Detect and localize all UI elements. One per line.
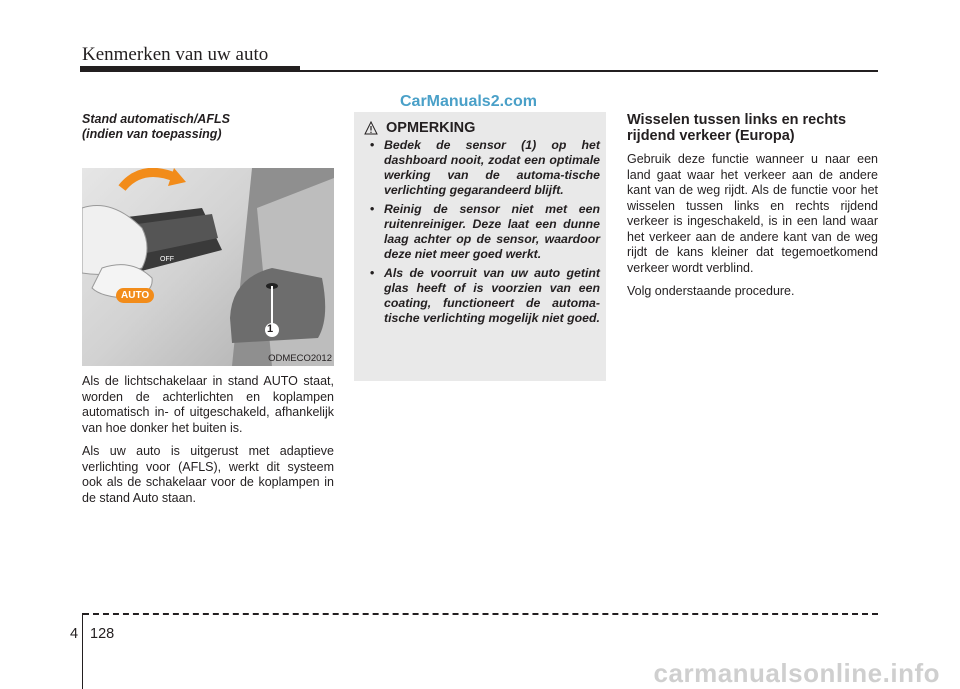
off-label: OFF xyxy=(160,256,174,263)
watermark-bottom: carmanualsonline.info xyxy=(653,658,940,688)
light-switch-figure xyxy=(82,168,334,366)
watermark-top: CarManuals2.com xyxy=(400,93,537,110)
figure-code: ODMECO2012 xyxy=(268,353,332,364)
footer-rule xyxy=(83,613,878,615)
note-item: • Reinig de sensor niet met een ruitenreiniger. Deze laat een dunne laag achter op de sensor, waardoor deze niet meer goed werkt. xyxy=(364,202,600,262)
paragraph-2: Als uw auto is uitgerust met adaptieve verlichting voor (AFLS), werkt dit systeem ook als de schakelaar voor de koplampen in de stand Auto staan. xyxy=(82,444,334,505)
note-header xyxy=(364,120,600,136)
section-title-line2: (indien van toepassing) xyxy=(82,127,222,141)
right-paragraph-2: Volg onderstaande procedure. xyxy=(627,284,795,298)
chapter-number: 4 xyxy=(70,626,79,642)
note-title: OPMERKING xyxy=(386,120,476,136)
page-number: 128 xyxy=(90,626,115,642)
note-list xyxy=(364,138,600,326)
paragraph-1: Als de lichtschakelaar in stand AUTO staat, worden de achterlichten en koplampen automatisch in- of uitgeschakeld, afhankelijk van hoe donker het buiten is. xyxy=(82,374,334,435)
right-section-title: Wisselen tussen links en rechts rijdend verkeer (Europa) xyxy=(627,112,847,144)
note-box xyxy=(354,112,606,381)
header-bar xyxy=(80,66,300,72)
note-item: • Bedek de sensor (1) op het dashboard nooit, zodat een optimale werking van de automa-tische verlichting gegarandeerd blijft. xyxy=(364,138,600,198)
right-paragraph-1: Gebruik deze functie wanneer u naar een land gaat waar het verkeer aan de andere kant van de weg rijdt. Als de functie voor het wisselen tussen links en rechts rijdend verkeer is ingeschakeld, is in een land waar het verkeer aan de andere kant van de weg rijdt de kans kleiner dat tegemoetkomend verkeer wordt verblind. xyxy=(627,152,878,275)
left-column xyxy=(82,112,334,506)
right-column xyxy=(627,112,878,300)
warning-icon xyxy=(364,121,378,135)
header-rule xyxy=(300,70,878,72)
footer-divider xyxy=(82,613,83,689)
section-title-line1: Stand automatisch/AFLS xyxy=(82,112,230,126)
page-header-title: Kenmerken van uw auto xyxy=(82,44,269,65)
section-title xyxy=(82,112,334,142)
auto-label: AUTO xyxy=(116,288,154,303)
sensor-callout: 1 xyxy=(267,323,274,335)
note-item: • Als de voorruit van uw auto getint glas heeft of is voorzien van een coating, functioneert de automa-tische verlichting mogelijk niet goed. xyxy=(364,266,600,326)
light-switch-illustration xyxy=(82,168,334,366)
